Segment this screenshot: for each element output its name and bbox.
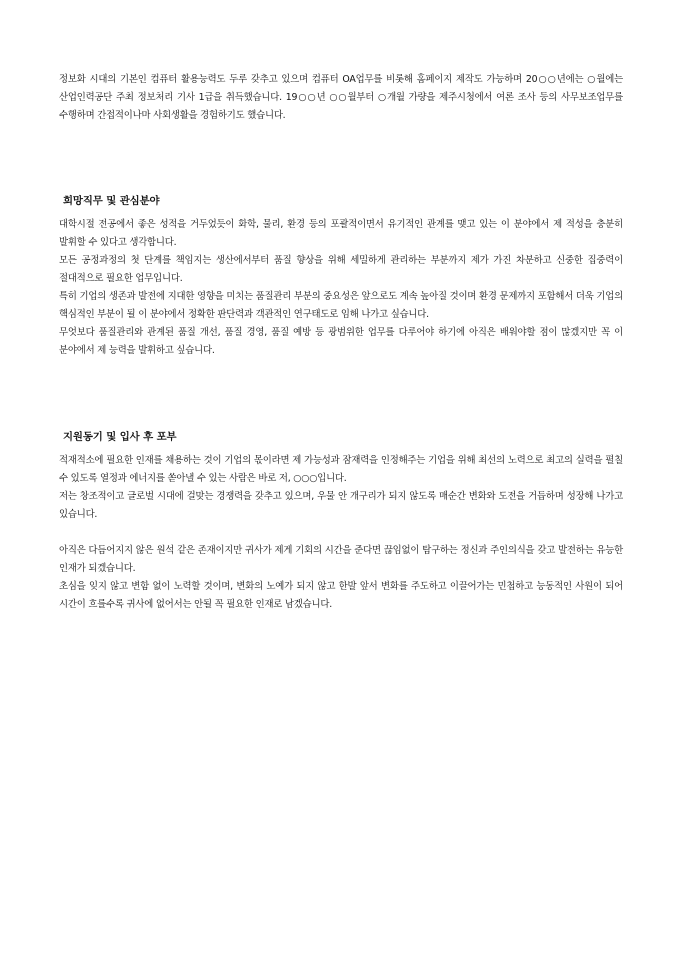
motivation-paragraph-2: 저는 창조적이고 글로벌 시대에 걸맞는 경쟁력을 갖추고 있으며, 우물 안 개구리가 되지 않도록 매순간 변화와 도전을 거듭하며 성장해 나가고 있습니다. bbox=[59, 491, 623, 520]
intro-block bbox=[59, 71, 623, 125]
desired-job-paragraph-4: 무엇보다 품질관리와 관계된 품질 개선, 품질 경영, 품질 예방 등 광범위한 업무를 다루어야 하기에 아직은 배워야할 점이 많겠지만 꼭 이 분야에서 제 능력을 발휘하고 싶습니다. bbox=[59, 327, 623, 356]
paragraph-spacer bbox=[59, 524, 623, 542]
desired-job-paragraph-2: 모든 공정과정의 첫 단계를 책임지는 생산에서부터 품질 향상을 위해 세밀하게 관리하는 부분까지 제가 가진 차분하고 신중한 집중력이 절대적으로 필요한 업무입니다. bbox=[59, 255, 623, 284]
motivation-paragraph-3: 아직은 다듬어지지 않은 원석 같은 존재이지만 귀사가 제게 기회의 시간을 준다면 끊임없이 탐구하는 정신과 주인의식을 갖고 발전하는 유능한 인재가 되겠습니다. bbox=[59, 545, 623, 574]
section-desired-job bbox=[59, 192, 623, 360]
desired-job-paragraph-3: 특히 기업의 생존과 발전에 지대한 영향을 미치는 품질관리 부분의 중요성은 앞으로도 계속 높아질 것이며 환경 문제까지 포함해서 더욱 기업의 핵심적인 부분이 될 이 분야에서 정확한 판단력과 객관적인 연구태도로 임해 나가고 싶습니다. bbox=[59, 291, 623, 320]
motivation-paragraph-4: 초심을 잊지 않고 변함 없이 노력할 것이며, 변화의 노예가 되지 않고 한발 앞서 변화를 주도하고 이끌어가는 민첩하고 능동적인 사원이 되어 시간이 흐를수록 귀사에 없어서는 안될 꼭 필요한 인재로 남겠습니다. bbox=[59, 581, 623, 610]
intro-paragraph: 정보화 시대의 기본인 컴퓨터 활용능력도 두루 갖추고 있으며 컴퓨터 OA업무를 비롯해 홈페이지 제작도 가능하며 20○○년에는 ○월에는 산업인력공단 주최 정보처리 기사 1급을 취득했습니다. 19○○년 ○○월부터 ○개월 가량을 제주시청에서 여론 조사 등의 사무보조업무를 수행하며 간접적이나마 사회생활을 경험하기도 했습니다. bbox=[59, 74, 623, 121]
section-motivation bbox=[59, 428, 623, 614]
motivation-paragraph-1: 적재적소에 필요한 인재를 채용하는 것이 기업의 몫이라면 제 가능성과 잠재력을 인정해주는 기업을 위해 최선의 노력으로 최고의 실력을 펼칠 수 있도록 열정과 에너지를 쏟아낼 수 있는 사람은 바로 저, ○○○입니다. bbox=[59, 455, 623, 484]
section-heading-motivation: 지원동기 및 입사 후 포부 bbox=[63, 431, 177, 443]
desired-job-paragraph-1: 대학시절 전공에서 좋은 성적을 거두었듯이 화학, 물리, 환경 등의 포괄적이면서 유기적인 관계를 맺고 있는 이 분야에서 제 적성을 충분히 발휘할 수 있다고 생각합니다. bbox=[59, 219, 623, 248]
section-heading-desired-job: 희망직무 및 관심분야 bbox=[63, 195, 160, 207]
